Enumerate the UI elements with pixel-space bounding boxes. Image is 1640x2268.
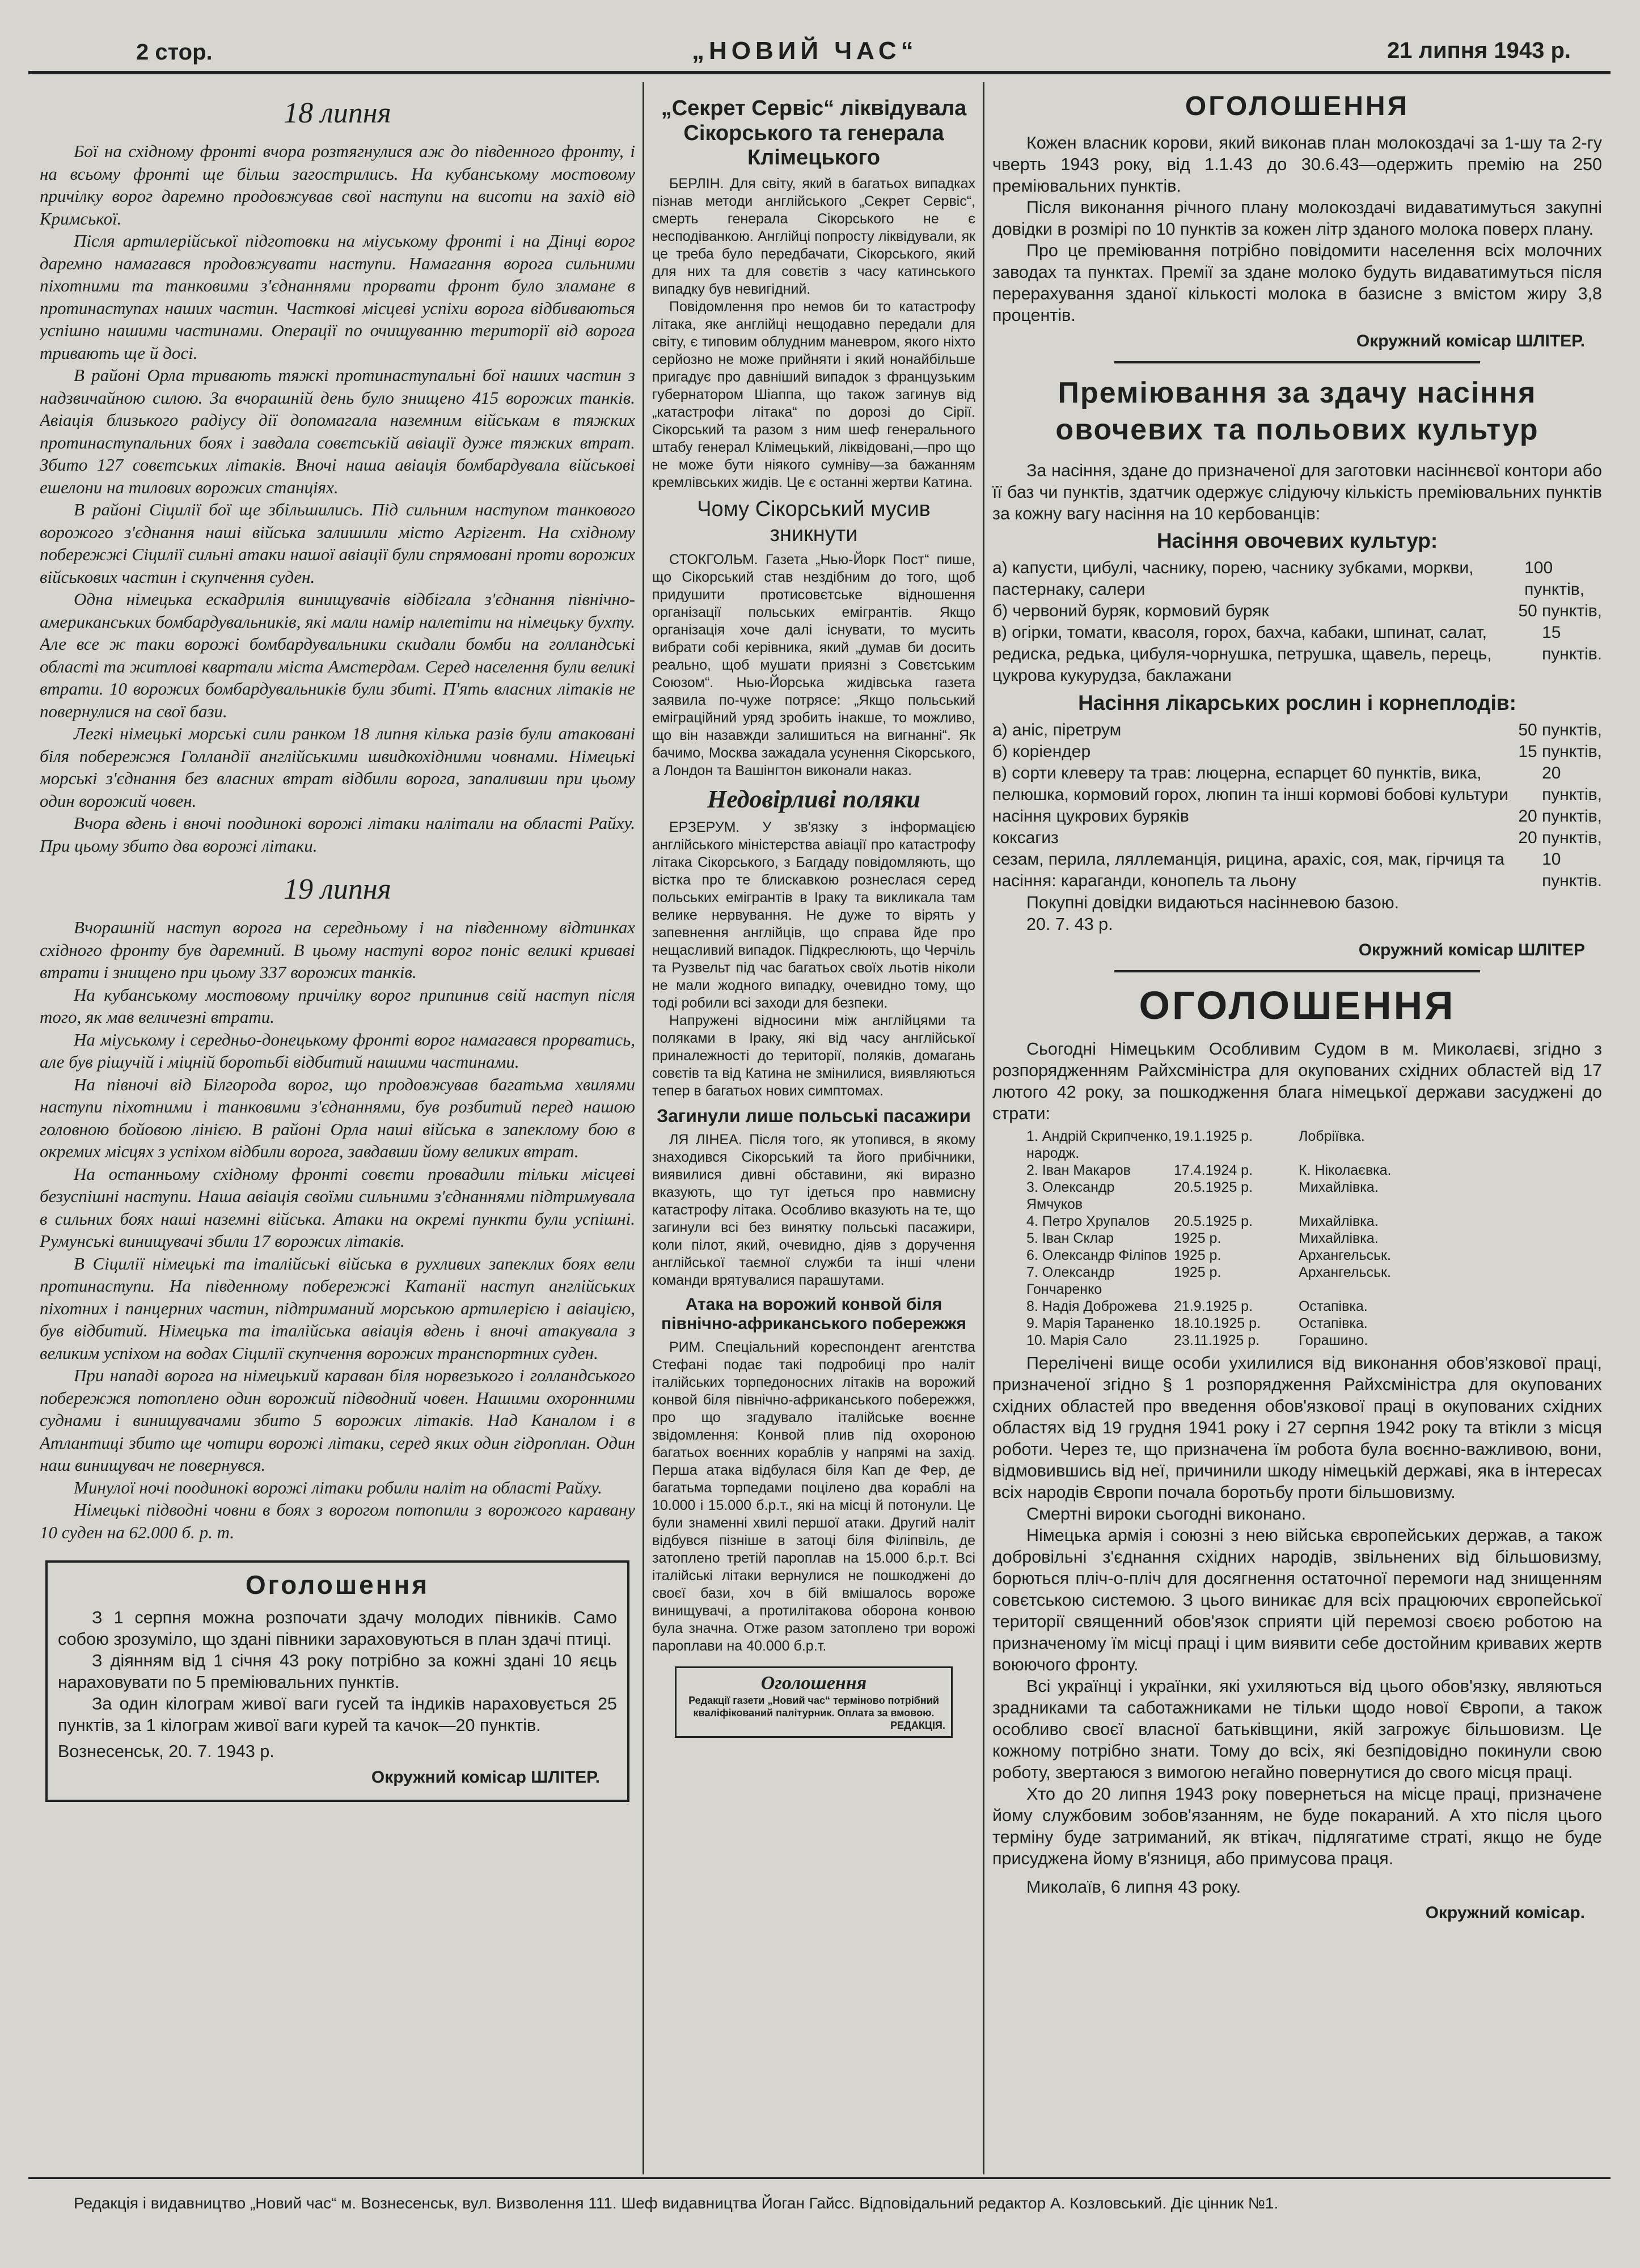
premium-row: в) огірки, томати, квасоля, горох, бахча, кабаки, шпинат, салат, редиска, редька, цибуля-чорнушка, петрушка, щавель, перець, цукрова кукурудза, баклажани 15 пунктів. <box>992 623 1602 685</box>
article-heading: Недовірливі поляки <box>707 785 921 814</box>
place: Михайлівка. <box>1299 1179 1379 1195</box>
announcement-heading: ОГОЛОШЕННЯ <box>1185 91 1410 121</box>
place: Остапівка. <box>1299 1315 1368 1331</box>
paragraph: Напружені відносини між англійцями та поляками в Іраку, які від часу англійської приналежності до території, поляків, домагань совєтів та від Катина не змінилися, виявляються тепер в багатьох нових симптомах. <box>652 1013 975 1099</box>
article-heading: Атака на ворожий конвой біля північно-африканського побережжя <box>661 1294 966 1334</box>
announcement-place: Вознесенськ, 20. 7. 1943 р. <box>58 1742 274 1761</box>
birth-date: 20.5.1925 р. <box>1174 1213 1253 1229</box>
column-divider <box>983 82 984 2174</box>
person-name: 10. Марія Сало <box>1026 1332 1127 1348</box>
place-date: Миколаїв, 6 липня 43 року. <box>1026 1877 1241 1897</box>
place: Архангельськ. <box>1299 1247 1391 1263</box>
announcement-heading: Преміювання за здачу насіння овочевих та польових культур <box>1055 376 1539 446</box>
paragraph: Одна німецька ескадрилія винищувачів відбігала з'єднання північно-американських бомбардувальників, які мали намір налетіти на німецьку бухту. Але все ж таки ворожі бомбардувальники скидали бомби на голландські області та житлові квартали міста Амстердам. Серед населення були великі втрати. 10 ворожих бомбардувальників були збиті. П'ять власних літаків не повернулися на свої бази. <box>40 589 635 721</box>
paragraph: В Сіцилії німецькі та італійські війська в рухливих запеклих боях вели протинаступи. На південному побережжі Катанії наступ англійських піхотних і панцерних частин, підтриманий морською артилерією і авіацією, був відбитий. Німецька та італійська авіація вдень і вночі атакувала з великим успіхом на водах Сіцилії скупчення ворожих транспортних суден. <box>40 1253 635 1363</box>
birth-date: 1925 р. <box>1174 1247 1221 1263</box>
bottom-rule <box>28 2177 1611 2179</box>
subheading: Насіння овочевих культур: <box>1156 529 1438 552</box>
place: Михайлівка. <box>1299 1213 1379 1229</box>
premium-row: а) аніс, піретрум 50 пунктів, <box>992 721 1602 739</box>
signature: Окружний комісар. <box>1425 1903 1585 1922</box>
paragraph: Хто до 20 липня 1943 року повернеться на місце праці, призначене йому службовим зобов'язанням, не буде покараний. А хто після цього терміну буде затриманий, як втікач, підлягатиме страті, якщо не буде присуджена йому в'язниця, або примусова праця. <box>992 1784 1602 1868</box>
sentenced-person-row <box>1026 1315 1602 1332</box>
section-heading: 18 липня <box>284 97 391 129</box>
birth-date: 18.10.1925 р. <box>1174 1315 1261 1331</box>
column-right <box>992 85 1602 2155</box>
masthead <box>23 31 1616 65</box>
sentenced-list <box>1026 1128 1602 1349</box>
paragraph: За насіння, здане до призначеної для заготовки насіннєвої контори або її баз чи пунктів, здатчик одержує слідуючу кількість преміювальних пунктів за кожну вагу насіння на 10 кербованців: <box>992 461 1602 523</box>
paragraph: Німецька армія і союзні з нею війська європейських держав, а також добровільні з'єднання східних народів, звільнених від більшовизму, борються пліч-о-пліч для досягнення остаточної перемоги над знищенням совєтською системою. З цього виникає для всіх працюючих європейської території священний обов'язок сприяти цій перемозі своєю роботою на призначеному їм місці праці і цим виявити себе достойним кривавих жертв воюючого фронту. <box>992 1526 1602 1674</box>
top-rule <box>28 71 1611 74</box>
divider <box>1114 361 1480 363</box>
issue-date: 21 липня 1943 р. <box>1387 38 1571 63</box>
paragraph: Перелічені вище особи ухилилися від виконання обов'язкової праці, призначеної згідно § 1 розпорядження Райхсміністра для окупованих східних областей про введення обов'язкової праці в окупованих східних областях від 19 грудня 1941 року і 27 серпня 1942 року та втікли з місця роботи. Через те, що призначена їм робота була воєнно-важливою, вони, відмовившись від неї, причинили шкоду німецькій державі, яка в інтересах всіх народів Європи почала боротьбу проти більшовизму. <box>992 1353 1602 1502</box>
person-name: 5. Іван Склар <box>1026 1230 1114 1246</box>
place: Лобріївка. <box>1299 1128 1365 1144</box>
paragraph: Кожен власник корови, який виконав план молокоздачі за 1-шу та 2-гу чверть 1943 року, від 1.1.43 до 30.6.43—одержить премію на 250 преміювальних пунктів. <box>992 133 1602 196</box>
paragraph: Сьогодні Німецьким Особливим Судом в м. Миколаєві, згідно з розпорядженням Райхсміністра для окупованих східних областей від 17 лютого 42 року, за пошкодження блага німецької держави засуджені до страти: <box>992 1039 1602 1123</box>
person-name: 4. Петро Хрупалов <box>1026 1213 1150 1229</box>
small-announcement-signature: РЕДАКЦІЯ. <box>890 1719 945 1731</box>
paragraph: На півночі від Білгорода ворог, що продовжував багатьма хвилями наступи піхотними і танковими з'єднаннями, був розбитий перед нашою головною бойовою лінією. В районі Орла наші війська в запеклому бою в окремих місцях з успіхом відбили ворога, завдавши йому великих втрат. <box>40 1074 635 1161</box>
premium-row: б) червоний буряк, кормовий буряк 50 пунктів, <box>992 602 1602 620</box>
section-heading: 19 липня <box>284 873 391 905</box>
paragraph: РИМ. Спеціальний кореспондент агентства Стефані подає такі подробиці про наліт італійських торпедоносних літаків на ворожий конвой біля північно-африканського побережжя, про що згадувало італійське воєнне звідомлення: Конвой плив під охороною багатьох воєнних кораблів у напрямі на захід. Перша атака відбулася біля Кап де Фер, де багатьма торпедами поцілено два кораблі на 10.000 і 15.000 б.р.т., які на місці й потонули. Це були знаменні хвилі першої атаки. Другий наліт відбувся пізніше в затоці біля Філіпвіль, де затоплено третій пароплав на 15.000 б.р.т. Всі італійські літаки вернулися не пошкоджені до своєї бази, хоч в бій вмішалось вороже винищувачі, а протилітакова оборона конвою була значна. Отже разом затоплено три ворожі пароплави на 40.000 б.р.т. <box>652 1339 975 1654</box>
paragraph: Всі українці і українки, які ухиляються від цього обов'язку, являються зрадниками та саботажниками не тільки щодо нової Європи, а також особливо своєї власної батьківщини, якій загрожує більшовизм. Це кожному потрібно знати. Тому до всіх, які безпідовідно покинули свою роботу, звертаюся з вимогою негайно повернутися до свого місця праці. <box>992 1677 1602 1782</box>
signature: Окружний комісар ШЛІТЕР. <box>1356 332 1585 350</box>
small-announcement-title: Оголошення <box>760 1672 867 1694</box>
paragraph: На міуському і середньо-донецькому фронті ворог намагався прорватись, але був рішучій і міцній боротьбі відбитий нашими частинами. <box>40 1029 635 1072</box>
article-heading: Загинули лише польські пасажири <box>657 1106 971 1127</box>
paragraph: Покупні довідки видаються насінневою базою. <box>1026 893 1400 912</box>
sentenced-person-row <box>1026 1213 1602 1230</box>
newspaper-title: „НОВИЙ ЧАС“ <box>692 37 918 65</box>
paragraph: Після виконання річного плану молокоздачі видаватимуться закупні довідки в розмірі по 10 пунктів за кожен літр зданого молока поверх плану. <box>992 198 1602 239</box>
announcement-title: Оголошення <box>245 1570 430 1600</box>
birth-date: 20.5.1925 р. <box>1174 1179 1253 1195</box>
small-announcement-text: Редакції газети „Новий час“ терміново потрібний кваліфікований палітурник. Оплата за вмовою. <box>688 1694 939 1719</box>
place: Горашино. <box>1299 1332 1368 1348</box>
paragraph: Про це преміювання потрібно повідомити населення всіх молочних заводах та пунктах. Премії за здане молоко будуть видаватимуться після перерахування зданої кількості молока в базисне з вмістом жиру 3,8 процентів. <box>992 241 1602 325</box>
sentenced-person-row <box>1026 1162 1602 1179</box>
article-heading: „Секрет Сервіс“ ліквідувала Сікорського та генерала Клімецького <box>661 96 967 170</box>
announcement-text: З діянням від 1 січня 43 року потрібно за кожні здані 10 яєць нараховувати по 5 преміювальних пунктів. <box>58 1651 617 1692</box>
announcement-text: З 1 серпня можна розпочати здачу молодих півників. Само собою зрозуміло, що здані півники зараховуються в план здачі птиці. <box>58 1608 617 1649</box>
signature: Окружний комісар ШЛІТЕР <box>1358 941 1585 959</box>
sentenced-person-row <box>1026 1332 1602 1349</box>
paragraph: На кубанському мостовому причілку ворог припинив свій наступ після того, як мав величезні втрати. <box>40 984 635 1027</box>
sentenced-person-row <box>1026 1230 1602 1247</box>
subheading: Насіння лікарських рослин і корнеплодів: <box>1078 691 1516 714</box>
sentenced-person-row <box>1026 1179 1602 1213</box>
premium-row: в) сорти клеверу та трав: люцерна, еспарцет 60 пунктів, вика, пелюшка, кормовий горох, люпин та інші кормові бобові культури 20 пунктів, <box>992 764 1602 804</box>
article-heading: Чому Сікорський мусив зникнути <box>697 497 931 546</box>
person-name: 2. Іван Макаров <box>1026 1162 1131 1178</box>
column-divider <box>643 82 644 2174</box>
person-name: 6. Олександр Філіпов <box>1026 1247 1167 1263</box>
page-number: 2 стор. <box>136 40 213 65</box>
paragraph: Вчорашній наступ ворога на середньому і на південному відтинках східного фронту був даремний. В цьому наступі ворог поніс великі криваві втрати і знищено при цьому 337 ворожих танків. <box>40 917 635 982</box>
person-name: 9. Марія Тараненко <box>1026 1315 1155 1331</box>
paragraph: Бої на східному фронті вчора розтягнулися аж до південного фронту, і на всьому фронті ще більш загострились. На кубанському мостовому причілку ворог даремно продовжував свої наступи на висоти на захід від Кримської. <box>40 141 635 229</box>
place: К. Ніколаєвка. <box>1299 1162 1392 1178</box>
birth-date: 19.1.1925 р. <box>1174 1128 1253 1144</box>
paragraph: Легкі німецькі морські сили ранком 18 липня кілька разів були атаковані біля побережжя Голландії англійськими швидкохідними човнами. Німецькі морські з'єднання без власних втрат відбили ворога, запаливши при цьому один ворожий човен. <box>40 723 635 811</box>
birth-date: 1925 р. <box>1174 1230 1221 1246</box>
premium-row: коксагиз 20 пунктів, <box>992 828 1602 847</box>
premium-row: а) капусти, цибулі, часнику, порею, часнику зубками, моркви, пастернаку, салери 100 пунктів, <box>992 558 1585 599</box>
birth-date: 23.11.1925 р. <box>1174 1332 1260 1348</box>
paragraph: При нападі ворога на німецький караван біля норвезького і голландського побережжя потоплено один ворожий підводний човен. Нашими охоронними суднами і винищувачами збито 5 ворожих літаків. Над Каналом і в Атлантиці збито ще чотири ворожі літаки, серед яких один гідроплан. Один наш винищувач не повернувся. <box>40 1365 635 1475</box>
person-name: 1. Андрій Скрипченко, народж. <box>1026 1128 1172 1161</box>
birth-date: 1925 р. <box>1174 1264 1221 1280</box>
premium-row: насіння цукрових буряків 20 пунктів, <box>992 807 1602 826</box>
date-line: 20. 7. 43 р. <box>1026 915 1113 934</box>
column-left <box>40 91 635 2155</box>
person-name: 7. Олександр Гончаренко <box>1026 1264 1115 1297</box>
announcement-heading: ОГОЛОШЕННЯ <box>1139 983 1456 1027</box>
small-announcement-box <box>675 1666 953 1738</box>
paragraph: ЛЯ ЛІНЕА. Після того, як утопився, в якому знаходився Сікорський та його прибічники, виявилися дивні обставини, які виразно вказують, що тут ідеться про навмисну катастрофу літака. Особливо вказують на те, що загинули всі без винятку польські пасажири, коли пілот, який, очевидно, діяв з доручення англійської таємної служби та інші члени команди врятувалися парашутами. <box>652 1131 975 1288</box>
person-name: 8. Надія Доброжева <box>1026 1298 1157 1314</box>
paragraph: Минулої ночі поодинокі ворожі літаки робили наліт на області Райху. <box>74 1477 602 1497</box>
place: Остапівка. <box>1299 1298 1368 1314</box>
imprint-footer: Редакція і видавництво „Новий час“ м. Вознесенськ, вул. Визволення 111. Шеф видавництва Йоган Гайсс. Відповідальний редактор А. Козловський. Діє цінник №1. <box>74 2194 1279 2212</box>
paragraph: БЕРЛІН. Для світу, який в багатьох випадках пізнав методи англійського „Секрет Сервіс“, смерть генерала Сікорського не є несподіванкою. Англійці попросту ліквідували, як це треба було передбачати, Сікорського, який для них та для совєтів з часу катинського випадку був невигідний. <box>652 176 975 298</box>
paragraph: Повідомлення про немов би то катастрофу літака, яке англійці нещодавно передали для світу, є типовим облудним маневром, якого ніхто серйозно не може прийняти і який нонайбільше пригадує про давніший випадок з французьким губернатором Шіаппа, що також загинув від „катастрофи літака“ по дорозі до Сірії. Сікорський та разом з ним шеф генерального штабу генерал Клімецький, ліквідовані,—про що не може бути ніякого сумніву—за бажанням кремлівських жидів. Це є останні жертви Катина. <box>652 299 975 491</box>
divider <box>1114 970 1480 972</box>
sentenced-person-row <box>1026 1247 1602 1264</box>
paragraph: СТОКГОЛЬМ. Газета „Нью-Йорк Пост“ пише, що Сікорський став нездібним до того, щоб придушити протисовєтське відношення організації польських емігрантів. Якщо організація хоче далі існувати, то мусить вибрати собі керівника, який „думав би досить реально, щоб мушати приязні з Совєтським Союзом“. Нью-Йорська жидівська газета заявила по-чуже потрясе: „Якщо польський еміграційний уряд зробить інакше, то можливо, що він назавжди залишиться на вигнанні“. Як бачимо, Москва зажадала усунення Сікорського, а Лондон та Вашінгтон виконали наказ. <box>652 552 975 779</box>
announcement-signature: Окружний комісар ШЛІТЕР. <box>371 1768 600 1787</box>
person-name: 3. Олександр Ямчуков <box>1026 1179 1115 1212</box>
place: Михайлівка. <box>1299 1230 1379 1246</box>
paragraph: Вчора вдень і вночі поодинокі ворожі літаки налітали на області Райху. При цьому збито два ворожі літаки. <box>40 813 635 856</box>
sentenced-person-row <box>1026 1264 1602 1298</box>
paragraph: Німецькі підводні човни в боях з ворогом потопили з ворожого каравану 10 суден на 62.000 б. р. т. <box>40 1500 635 1542</box>
column-middle <box>652 91 975 2166</box>
paragraph: В районі Орла тривають тяжкі протинаступальні бої наших частин з надзвичайною силою. За вчорашній день було знищено 415 ворожих танків. Авіація близького радіусу дії допомагала наземним військам в тяжких протинаступальних боях і завдала совєтській авіації дуже тяжких втрат. Збито 127 совєтських літаків. Вночі наша авіація бомбардувала військові ешелони на тилових ворожих станціях. <box>40 365 635 497</box>
paragraph: Смертні вироки сьогодні виконано. <box>1026 1504 1307 1524</box>
premium-row: сезам, перила, ляллеманція, рицина, арахіс, соя, мак, гірчиця та насіння: караганди, конопель та льону 10 пунктів. <box>992 850 1602 890</box>
paragraph: На останньому східному фронті совєти провадили тільки місцеві безуспішні наступи. Наша авіація своїми сильними з'єднаннями підтримувала в сильних боях наші наземні війська. Атаки на окремі пункти були успішні. Румунські винищувачі збили 17 ворожих літаків. <box>40 1163 635 1251</box>
announcement-text: За один кілограм живої ваги гусей та індиків нараховується 25 пунктів, за 1 кілограм живої ваги курей та качок—20 пунктів. <box>58 1694 617 1735</box>
paragraph: Після артилерійської підготовки на міуському фронті і на Дінці ворог даремно намагався продовжувати наступи. Намагання ворога сильними піхотними та танковими з'єднаннями прорвати фронт було зламане в протинаступах наших частин. Часткові місцеві успіхи ворога відбиваються успішно нашими частинами. Операції по очищуванню території від ворога тривають ще й досі. <box>40 231 635 363</box>
place: Архангельськ. <box>1299 1264 1391 1280</box>
birth-date: 17.4.1924 р. <box>1174 1162 1253 1178</box>
announcement-box <box>45 1560 629 1802</box>
paragraph: В районі Сіцилії бої ще збільшились. Під сильним наступом танкового ворожого з'єднання наші війська залишили місто Агрігент. На східному побережжі Сіцилії сильні атаки нашої авіації були спрямовані проти ворожих військових частин і скупчення суден. <box>40 500 635 587</box>
birth-date: 21.9.1925 р. <box>1174 1298 1253 1314</box>
premium-row: б) коріендер 15 пунктів, <box>992 742 1602 761</box>
sentenced-person-row <box>1026 1128 1602 1162</box>
paragraph: ЕРЗЕРУМ. У зв'язку з інформацією англійського міністерства авіації про катастрофу літака Сікорського, з Багдаду повідомляють, що вістка про те блискавкою рознеслася серед польських емігрантів в Іраку та викликала там велике нервування. Не дуже то вірять у запевнення англійців, що справа йде про нещасливий випадок. Підкреслюють, що Черчіль та Рузвельт під час багатьох своїх льотів ніколи не мали жодного випадку, очевидно тому, що тоді робили всі заходи для безпеки. <box>652 819 975 1012</box>
sentenced-person-row <box>1026 1298 1602 1315</box>
